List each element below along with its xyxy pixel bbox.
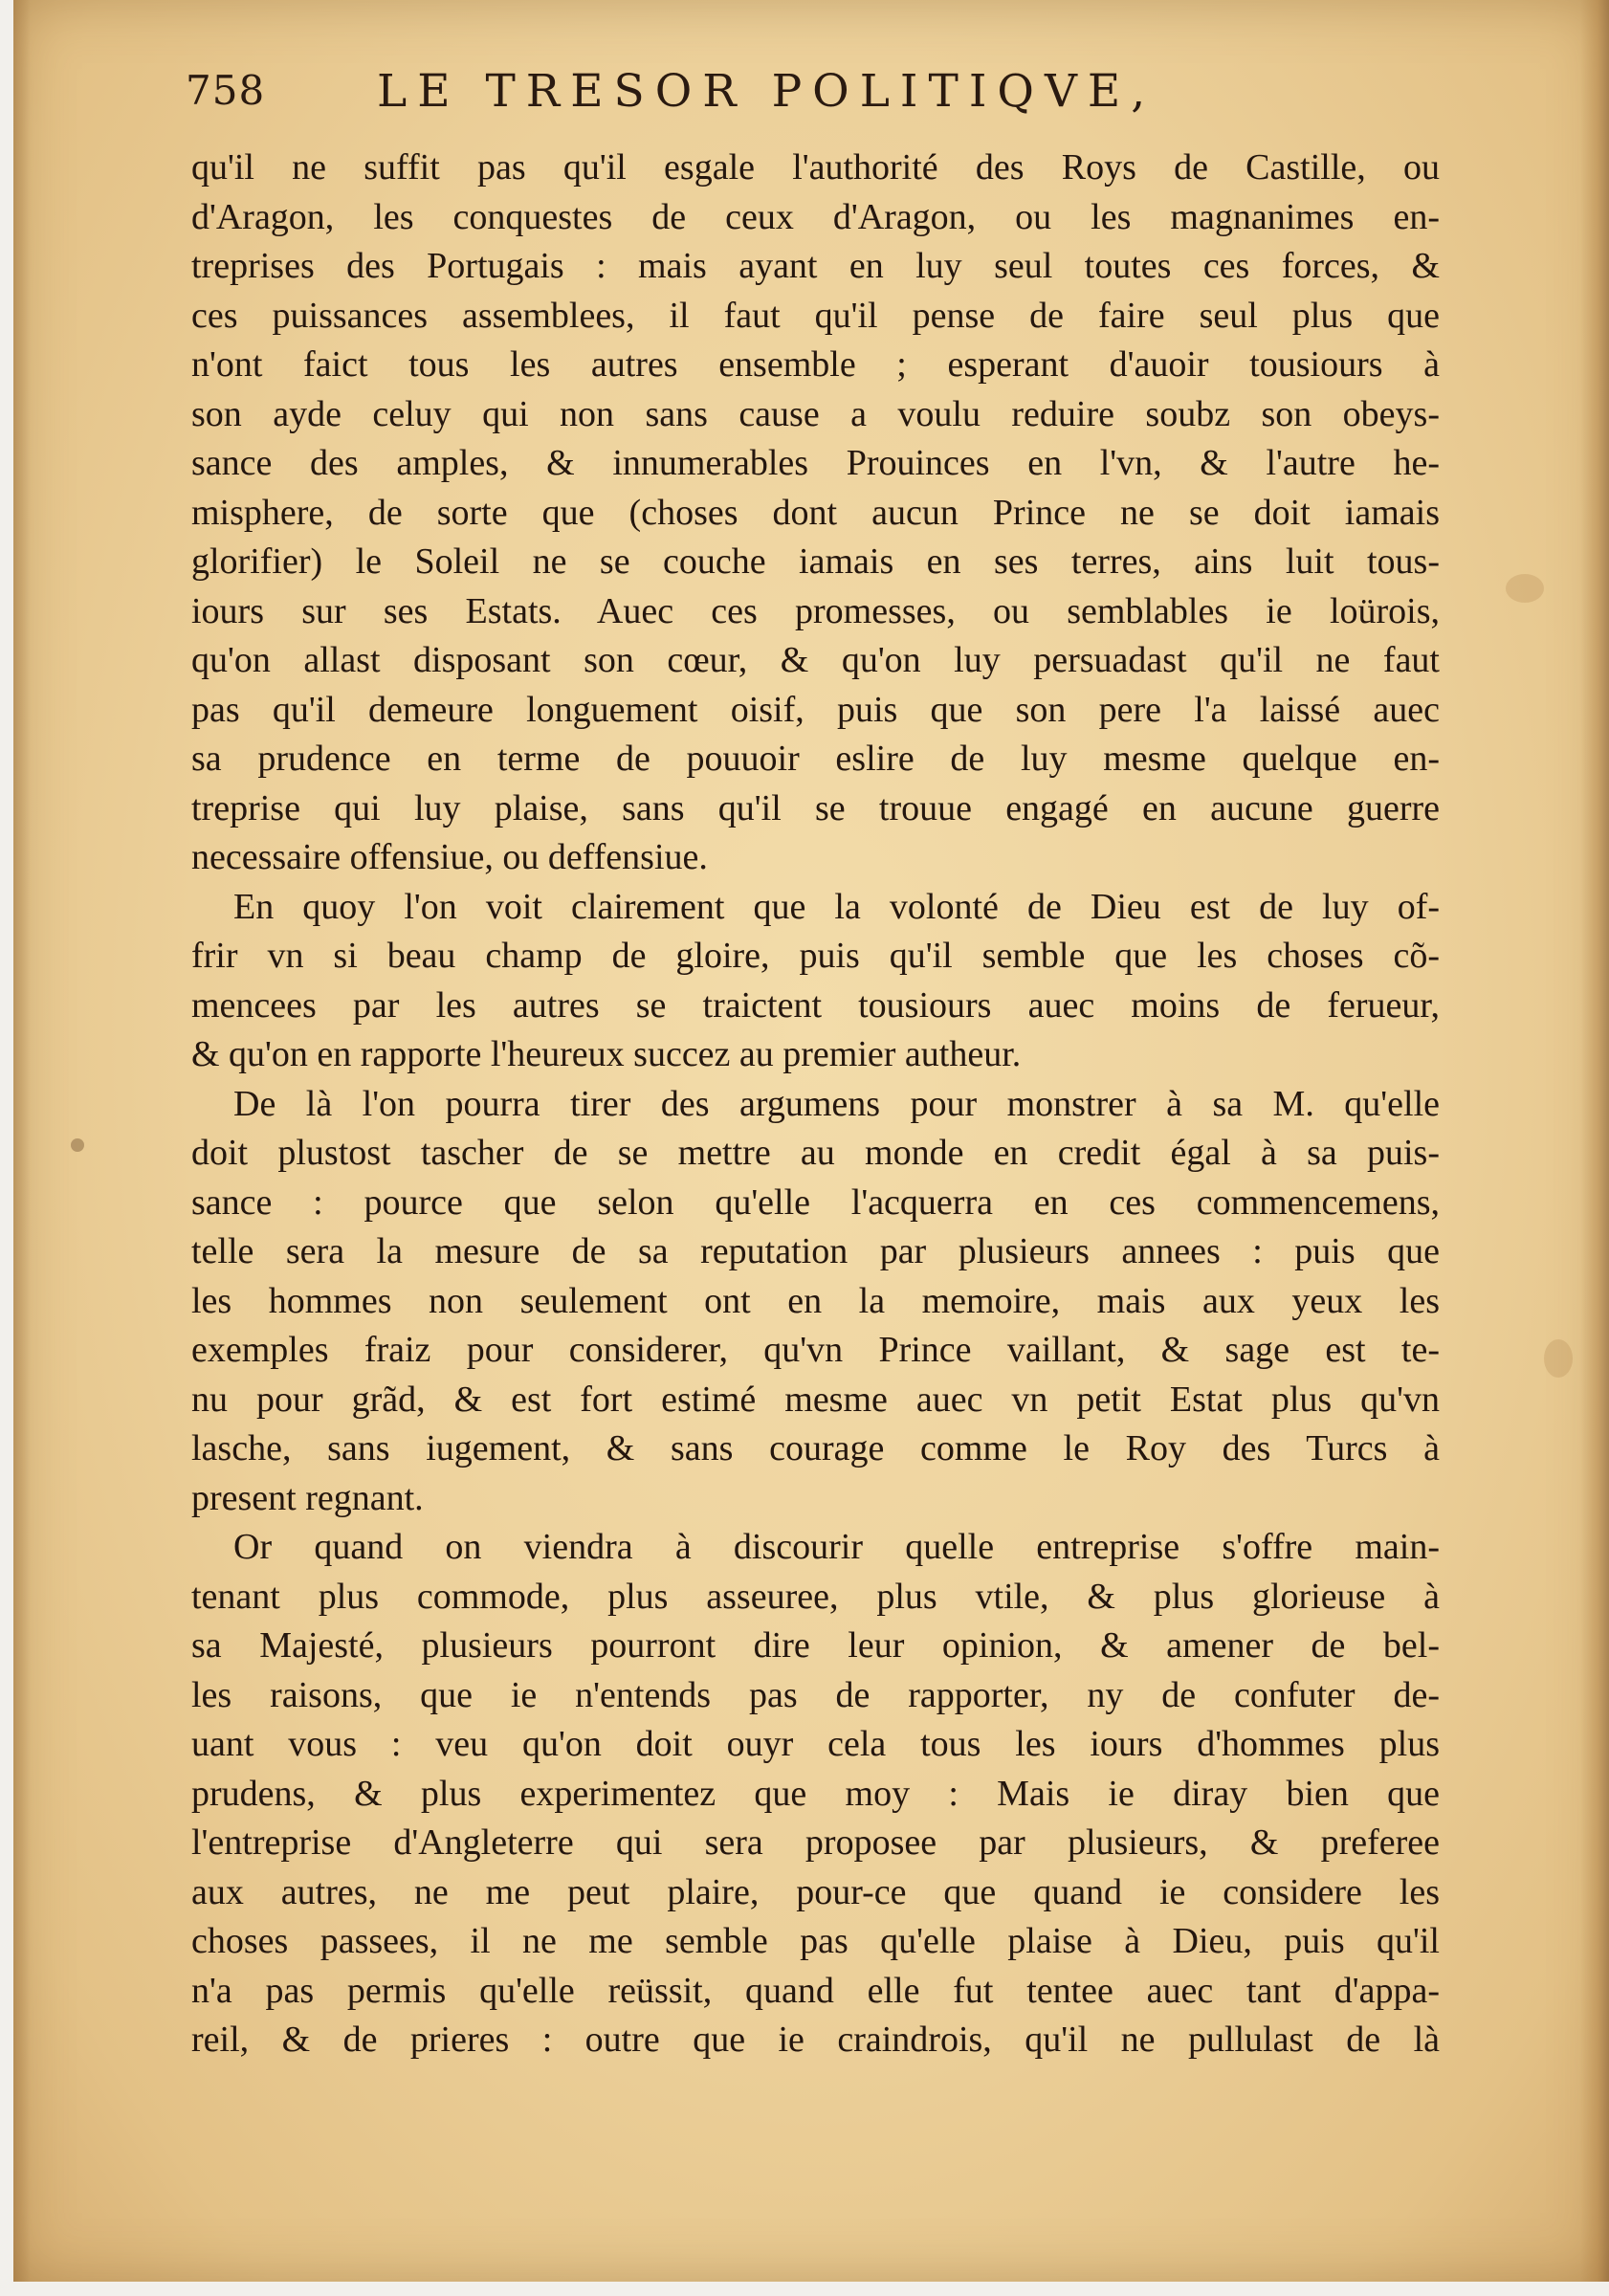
text-line: aux autres, ne me peut plaire, pour-ce que quand ie considere les <box>191 1871 1440 1912</box>
body-text <box>191 144 1440 2065</box>
text-line: l'entreprise d'Angleterre qui sera proposee par plusieurs, & preferee <box>191 1822 1440 1863</box>
text-line: treprises des Portugais : mais ayant en luy seul toutes ces forces, & <box>191 246 1440 286</box>
text-line: nu pour grãd, & est fort estimé mesme auec vn petit Estat plus qu'vn <box>191 1379 1440 1420</box>
text-line: present regnant. <box>191 1477 424 1518</box>
text-line: n'ont faict tous les autres ensemble ; esperant d'auoir tousiours à <box>191 344 1440 385</box>
text-line: uant vous : veu qu'on doit ouyr cela tous les iours d'hommes plus <box>191 1724 1440 1764</box>
text-line: glorifier) le Soleil ne se couche iamais en ses terres, ains luit tous- <box>191 541 1440 582</box>
page-header <box>186 59 1458 126</box>
page-number: 758 <box>186 67 266 114</box>
text-line: & qu'on en rapporte l'heureux succez au premier autheur. <box>191 1034 1022 1074</box>
text-line: exemples fraiz pour considerer, qu'vn Prince vaillant, & sage est te- <box>191 1330 1440 1370</box>
text-line: lasche, sans iugement, & sans courage comme le Roy des Turcs à <box>191 1428 1440 1468</box>
text-line: necessaire offensiue, ou deffensiue. <box>191 837 708 877</box>
running-head: LE TRESOR POLITIQVE, <box>377 65 1157 118</box>
text-line: sa prudence en terme de pouuoir eslire de luy mesme quelque en- <box>191 739 1440 779</box>
text-line: misphere, de sorte que (choses dont aucun Prince ne se doit iamais <box>191 492 1440 533</box>
text-line: frir vn si beau champ de gloire, puis qu'il semble que les choses cõ- <box>191 936 1440 976</box>
text-line: En quoy l'on voit clairement que la volonté de Dieu est de luy of- <box>233 886 1440 927</box>
text-line: qu'on allast disposant son cœur, & qu'on luy persuadast qu'il ne faut <box>191 640 1440 680</box>
text-line: pas qu'il demeure longuement oisif, puis que son pere l'a laissé auec <box>191 689 1440 730</box>
text-line: tenant plus commode, plus asseuree, plus vtile, & plus glorieuse à <box>191 1576 1440 1617</box>
text-line: iours sur ses Estats. Auec ces promesses, ou semblables ie loürois, <box>191 590 1440 631</box>
text-line: sance : pource que selon qu'elle l'acquerra en ces commencemens, <box>191 1181 1440 1223</box>
text-line: n'a pas permis qu'elle reüssit, quand elle fut tentee auec tant d'appa- <box>191 1970 1440 2011</box>
paper-stain <box>71 1138 84 1152</box>
paper-stain <box>1544 1339 1573 1378</box>
text-line: choses passees, il ne me semble pas qu'elle plaise à Dieu, puis qu'il <box>191 1921 1440 1961</box>
text-line: sa Majesté, plusieurs pourront dire leur opinion, & amener de bel- <box>191 1625 1440 1666</box>
text-line: d'Aragon, les conquestes de ceux d'Aragon, ou les magnanimes en- <box>191 196 1440 237</box>
paper-stain <box>1506 574 1544 603</box>
text-line: Or quand on viendra à discourir quelle entreprise s'offre main- <box>233 1527 1440 1567</box>
text-line: telle sera la mesure de sa reputation par plusieurs annees : puis que <box>191 1231 1440 1271</box>
text-line: doit plustost tascher de se mettre au monde en credit égal à sa puis- <box>191 1133 1440 1173</box>
text-line: les hommes non seulement ont en la memoire, mais aux yeux les <box>191 1280 1440 1321</box>
text-line: les raisons, que ie n'entends pas de rapporter, ny de confuter de- <box>191 1674 1440 1715</box>
text-line: ces puissances assemblees, il faut qu'il pense de faire seul plus que <box>191 295 1440 336</box>
text-line: prudens, & plus experimentez que moy : Mais ie diray bien que <box>191 1773 1440 1814</box>
text-line: qu'il ne suffit pas qu'il esgale l'authorité des Roys de Castille, ou <box>191 147 1440 188</box>
text-line: treprise qui luy plaise, sans qu'il se trouue engagé en aucune guerre <box>191 787 1440 828</box>
text-line: reil, & de prieres : outre que ie craindrois, qu'il ne pullulast de là <box>191 2020 1440 2060</box>
text-line: De là l'on pourra tirer des argumens pour monstrer à sa M. qu'elle <box>233 1083 1440 1124</box>
text-line: mencees par les autres se traictent tousiours auec moins de ferueur, <box>191 984 1440 1026</box>
book-page <box>13 0 1609 2282</box>
text-line: sance des amples, & innumerables Prouinces en l'vn, & l'autre he- <box>191 443 1440 483</box>
text-line: son ayde celuy qui non sans cause a voulu reduire soubz son obeys- <box>191 393 1440 434</box>
